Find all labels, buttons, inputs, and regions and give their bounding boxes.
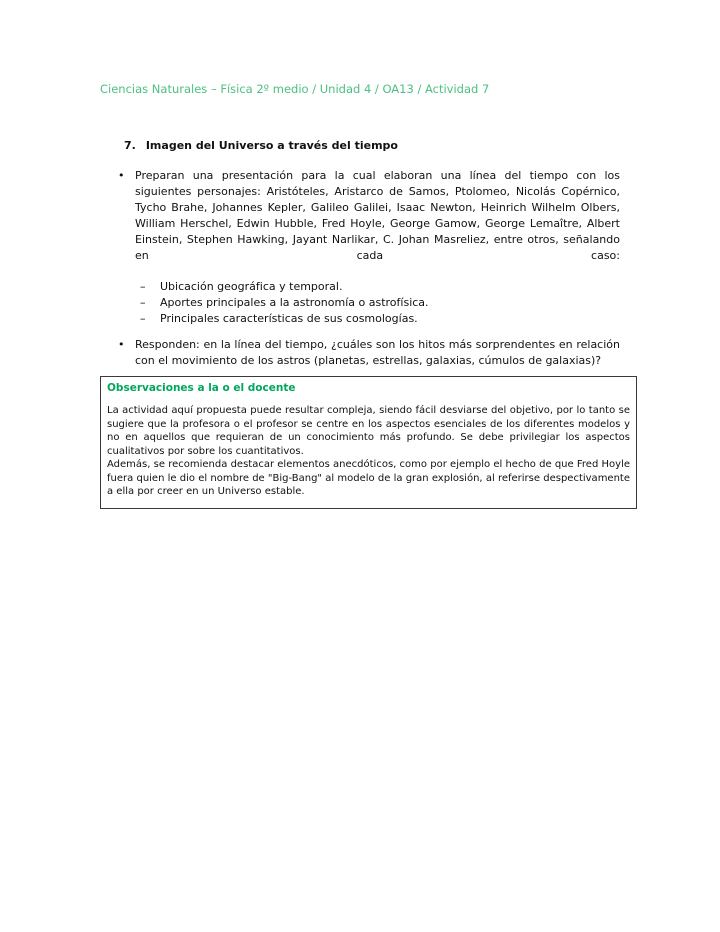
activity-title: Imagen del Universo a través del tiempo	[145, 139, 398, 152]
bullet-item-prepare	[100, 168, 637, 264]
dash-icon: –	[140, 296, 146, 309]
breadcrumb: Ciencias Naturales – Física 2º medio / Unidad 4 / OA13 / Actividad 7	[100, 82, 490, 96]
sub-item-text: Aportes principales a la astronomía o astrofísica.	[160, 296, 429, 309]
list-item	[140, 279, 637, 295]
bullet-icon: •	[118, 338, 125, 351]
teacher-notes-title: Observaciones a la o el docente	[107, 382, 296, 394]
activity-heading	[124, 138, 637, 153]
dash-icon: –	[140, 312, 146, 325]
teacher-notes-paragraph: La actividad aquí propuesta puede resultar compleja, siendo fácil desviarse del objetivo, por lo tanto se sugiere que la profesora o el profesor se centre en los aspectos esenciales de los diferentes modelos y no en aquellos que requieran de un conocimiento más profundo. Se debe privilegiar los aspectos cualitativos por sobre los cuantitativos.	[107, 405, 630, 457]
list-item	[140, 311, 637, 327]
bullet-paragraph-prepare: Preparan una presentación para la cual elaboran una línea del tiempo con los siguientes personajes: Aristóteles, Aristarco de Samos, Ptolomeo, Nicolás Copérnico, Tycho Brahe, Johannes Kepler, Galileo Galilei, Isaac Newton, Heinrich Wilhelm Olbers, William Herschel, Edwin Hubble, Fred Hoyle, George Gamow, George Lemaître, Albert Einstein, Stephen Hawking, Jayant Narlikar, C. Johan Masreliez, entre otros, señalando en cada caso:	[135, 169, 620, 262]
list-item	[140, 295, 637, 311]
bullet-item-respond	[100, 337, 637, 369]
activity-number: 7.	[124, 139, 136, 152]
dash-icon: –	[140, 280, 146, 293]
bullet-paragraph-respond: Responden: en la línea del tiempo, ¿cuáles son los hitos más sorprendentes en relación con el movimiento de los astros (planetas, estrellas, galaxias, cúmulos de galaxias)?	[135, 338, 620, 367]
sub-item-list	[140, 279, 637, 327]
sub-item-text: Principales características de sus cosmologías.	[160, 312, 418, 325]
sub-item-text: Ubicación geográfica y temporal.	[160, 280, 343, 293]
teacher-notes-box	[100, 376, 637, 509]
bullet-icon: •	[118, 169, 125, 182]
teacher-notes-paragraph: Además, se recomienda destacar elementos anecdóticos, como por ejemplo el hecho de que Fred Hoyle fuera quien le dio el nombre de "Big-Bang" al modelo de la gran explosión, al referirse despectivamente a ella por creer en un Universo estable.	[107, 459, 630, 497]
